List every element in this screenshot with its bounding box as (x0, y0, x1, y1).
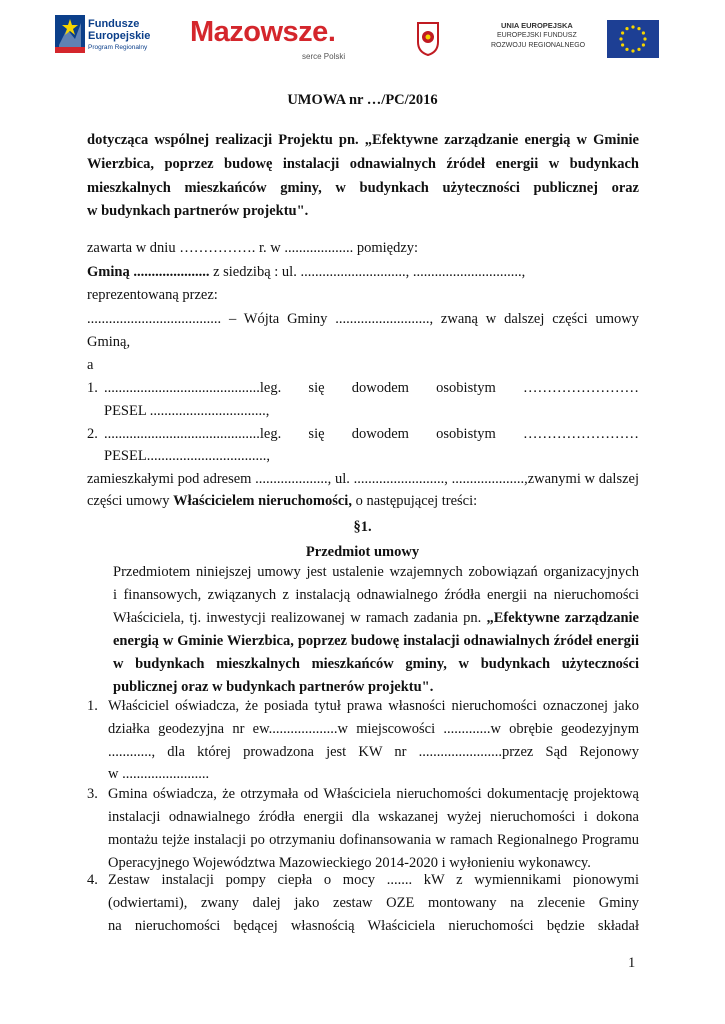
party-2-pesel: PESEL................................., (104, 448, 270, 464)
intro-bold-line-2: w budynkach mieszkalnych mieszkańców gminy, w budynkach użyteczności (113, 656, 639, 672)
subject-line-2: Wierzbica, poprzez budowę instalacji odnawialnych źródeł energii w budynkach (87, 156, 639, 172)
item-4-line-2: (odwiertami), zwany dalej jako zestaw OZE montowany na zlecenie Gminy (108, 895, 639, 911)
fundusze-europejskie-logo (55, 14, 165, 60)
represented-by-line: reprezentowaną przez: (87, 287, 218, 303)
wojt-line: ..................................... – Wójta Gminy .........................., zwaną w dalszej części umowy (87, 311, 639, 327)
contract-title: UMOWA nr …/PC/2016 (287, 92, 438, 108)
party-1-number: 1. (87, 380, 98, 396)
parties-date-line: zawarta w dniu ……………. r. w ................... pomiędzy: (87, 240, 419, 256)
item-3-number: 3. (87, 786, 98, 802)
mazowsze-logo (190, 16, 370, 66)
subject-line-3: mieszkalnych mieszkańców gminy, w budynkach użyteczności publicznej oraz (87, 180, 639, 196)
intro-line-2: i finansowych, związanych z instalacją odnawialnego źródła energii na nieruchomości (113, 587, 639, 603)
party-2-number: 2. (87, 426, 98, 442)
subject-line-4: w budynkach partnerów projektu". (87, 203, 309, 219)
parties-gmina-line (87, 263, 525, 281)
eu-flag-icon (607, 20, 659, 58)
fe-line1: Fundusze (88, 18, 140, 30)
item-4-line-3: na nieruchomości będącej własnością Właściciela nieruchomości będzie składał (108, 918, 639, 934)
party-1-line: ...........................................leg. się dowodem osobistym …………………… (104, 380, 639, 396)
ue-line2: EUROPEJSKI FUNDUSZ (497, 32, 577, 39)
intro-bold-line-3: publicznej oraz w budynkach partnerów projektu". (113, 679, 434, 695)
intro-line-3 (113, 609, 639, 627)
wierzbica-crest-icon (417, 22, 439, 56)
ue-line1: UNIA EUROPEJSKA (501, 21, 573, 30)
owner-line (87, 492, 477, 510)
owner-prefix: części umowy (87, 493, 174, 509)
intro-line-3-bold: „Efektywne zarządzanie (486, 610, 639, 626)
gmina-label: Gminą ..................... (87, 264, 210, 280)
owner-suffix: o następującej treści: (351, 493, 478, 509)
section-heading: Przedmiot umowy (305, 544, 420, 560)
item-3-line-4: Operacyjnego Województwa Mazowieckiego 2014-2020 i wyłonieniu wykonawcy. (108, 855, 591, 871)
and-line: a (87, 357, 94, 373)
item-1-line-1: Właściciel oświadcza, że posiada tytuł prawa własności nieruchomości oznaczonej jako (108, 698, 639, 714)
item-3-line-1: Gmina oświadcza, że otrzymała od Właściciela nieruchomości dokumentację projektową (108, 786, 639, 802)
item-1-number: 1. (87, 698, 98, 714)
mazowsze-tagline: serce Polski (302, 52, 346, 61)
eu-fund-logo (487, 20, 659, 60)
gmina-alias-line: Gminą, (87, 334, 131, 350)
intro-line-3-text: Właściciela, tj. inwestycji realizowanej w ramach zadania pn. (113, 610, 487, 626)
item-1-line-4: w ........................ (108, 766, 210, 782)
item-3-line-2: instalacji odnawialnego źródła energii dla wskazanej wyżej nieruchomości i dokona (108, 809, 639, 825)
subject-line-1: dotycząca wspólnej realizacji Projektu pn. „Efektywne zarządzanie energią w Gminie (87, 132, 639, 148)
item-3-line-3: montażu tejże instalacji po otrzymaniu dofinansowania w ramach Regionalnego Programu (108, 832, 639, 848)
fe-line2: Europejskie (88, 30, 151, 42)
party-1-pesel: PESEL ................................, (104, 403, 270, 419)
logo-header (0, 0, 725, 80)
intro-bold-line-1: energią w Gminie Wierzbica, poprzez budowę instalacji odnawialnych źródeł energii (113, 633, 639, 649)
party-2-line: ...........................................leg. się dowodem osobistym …………………… (104, 426, 639, 442)
item-1-line-2: działka geodezyjna nr ew...................w miejscowości .............w obrębie geodezyjnym (108, 721, 639, 737)
mazowsze-wordmark: Mazowsze. (190, 16, 336, 48)
fe-star-icon (55, 15, 85, 53)
gmina-address: z siedzibą : ul. ............................., .............................., (209, 264, 526, 280)
address-line: zamieszkałymi pod adresem ...................., ul. ........................., ....................,zwanymi w dalszej (87, 471, 639, 487)
intro-line-1: Przedmiotem niniejszej umowy jest ustalenie wzajemnych zobowiązań organizacyjnych (113, 564, 639, 580)
ue-line3: ROZWOJU REGIONALNEGO (491, 42, 586, 49)
item-4-line-1: Zestaw instalacji pompy ciepła o mocy ....... kW z wymiennikami pionowymi (108, 872, 639, 888)
owner-label: Właścicielem nieruchomości, (173, 493, 352, 509)
item-1-line-3: ............, dla której prowadzona jest KW nr .......................przez Sąd Rejonowy (108, 744, 639, 760)
page-number: 1 (628, 955, 636, 971)
fe-subtitle: Program Regionalny (88, 44, 148, 51)
section-number: §1. (353, 519, 372, 535)
item-4-number: 4. (87, 872, 98, 888)
